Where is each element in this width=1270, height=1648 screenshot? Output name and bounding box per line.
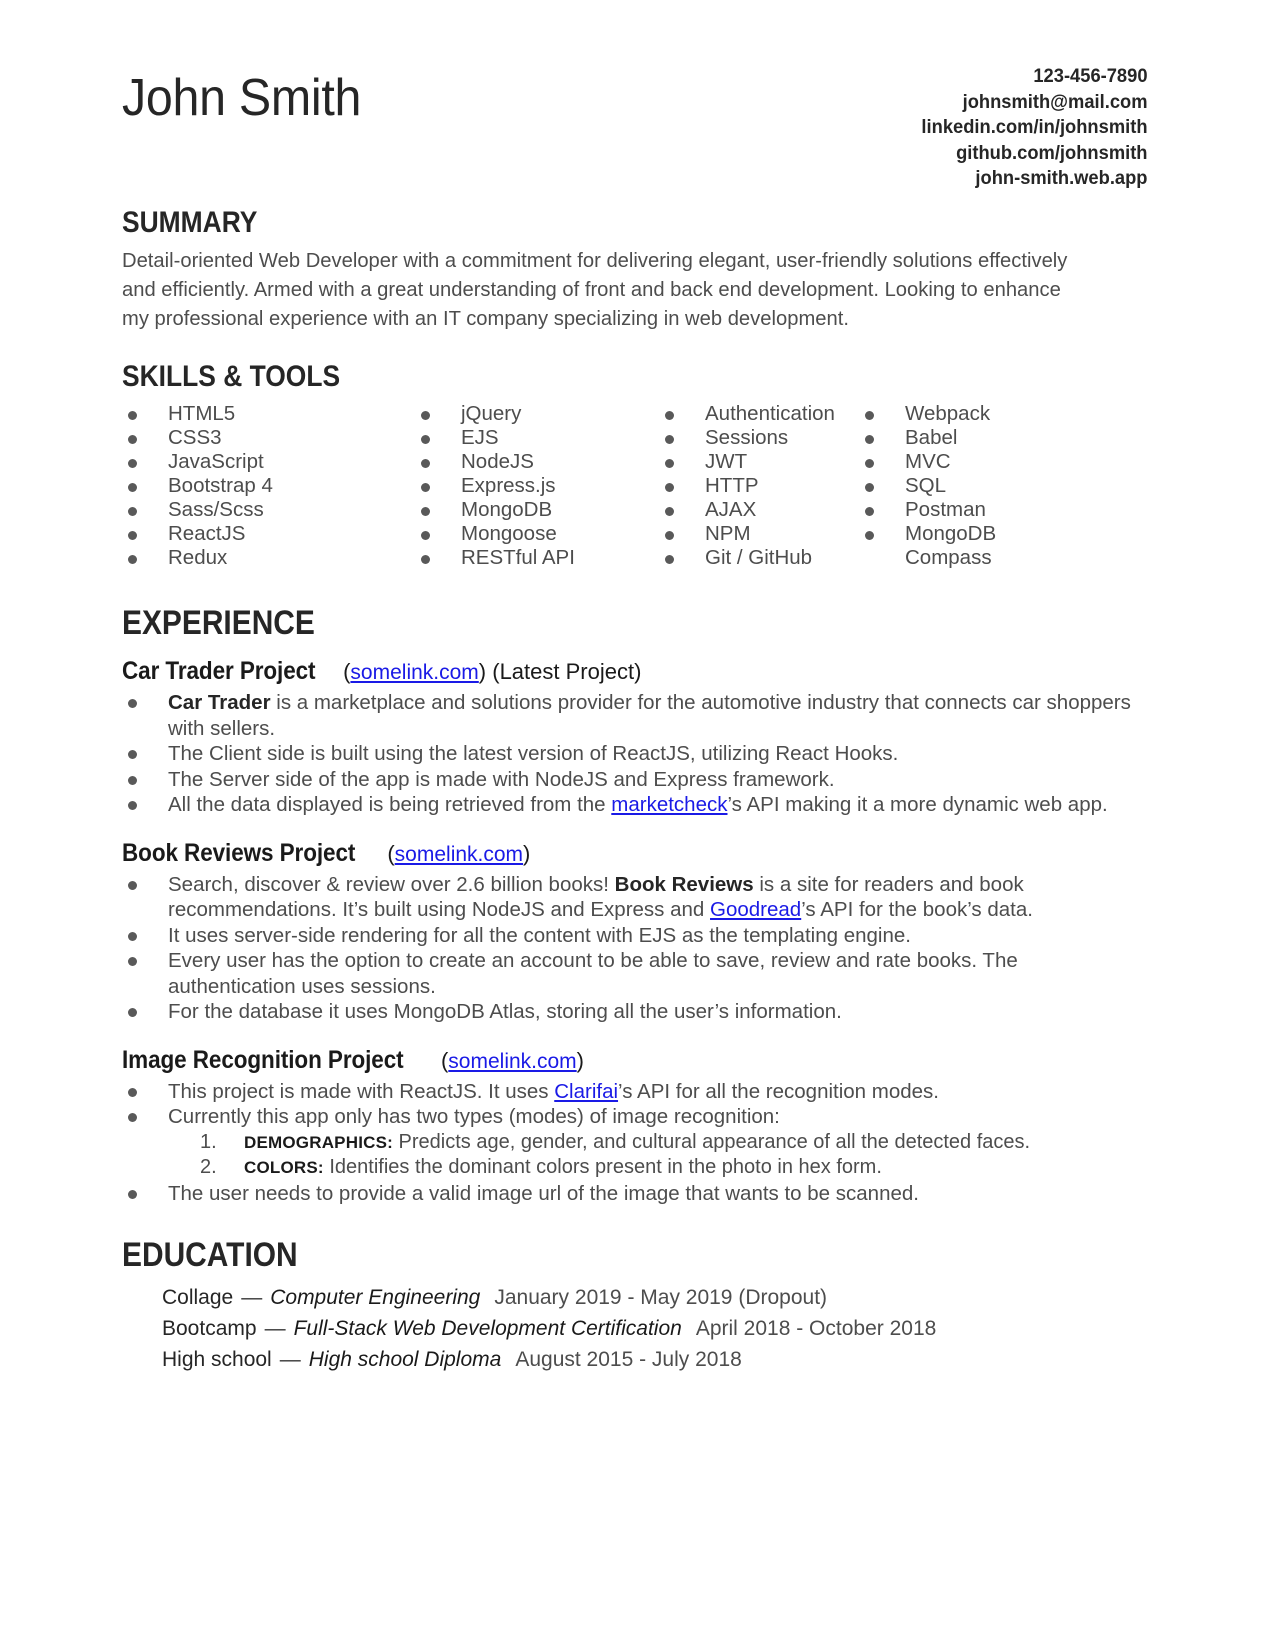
project-name: Book Reviews Project <box>122 838 356 867</box>
contact-line: linkedin.com/in/johnsmith <box>921 116 1148 138</box>
skill-item: HTML5 <box>122 402 415 426</box>
skill-item: EJS <box>415 426 659 450</box>
skill-item: Sessions <box>659 426 859 450</box>
item-number: 2. <box>200 1156 217 1178</box>
skill-item: HTTP <box>659 474 859 498</box>
project-entry <box>122 838 1148 1025</box>
close-paren: ) <box>576 1047 584 1073</box>
project-bullet-list <box>122 872 1148 1025</box>
contact-block <box>922 62 1148 192</box>
close-paren: ) <box>523 840 531 866</box>
project-title <box>122 1045 1148 1077</box>
project-entry <box>122 656 1148 818</box>
numbered-item: 2. COLORS: Identifies the dominant colors present in the photo in hex form. <box>122 1155 1148 1181</box>
skills-heading: SKILLS & TOOLS <box>122 360 341 393</box>
skill-item: Postman <box>859 498 1059 522</box>
bullet-item: Currently this app only has two types (modes) of image recognition: <box>122 1104 1148 1130</box>
project-entry <box>122 1045 1148 1207</box>
emphasis-text: Book Reviews <box>614 872 754 896</box>
project-bullet-list <box>122 690 1148 818</box>
project-name: Image Recognition Project <box>122 1045 404 1074</box>
open-paren: ( <box>381 840 395 866</box>
project-title <box>122 656 1148 688</box>
numbered-sublist <box>122 1130 1148 1181</box>
skill-item: Webpack <box>859 402 1059 426</box>
project-link[interactable]: somelink.com <box>394 842 524 866</box>
candidate-name: John Smith <box>122 69 362 127</box>
skill-item: Babel <box>859 426 1059 450</box>
skill-item: MongoDB Compass <box>859 522 1059 570</box>
bullet-item: The Client side is built using the latest version of ReactJS, utilizing React Hooks. <box>122 741 1148 767</box>
education-dash: — <box>279 1348 301 1371</box>
education-school: Collage <box>162 1286 234 1309</box>
skill-item: NodeJS <box>415 450 659 474</box>
contact-line: johnsmith@mail.com <box>963 90 1148 113</box>
education-row <box>162 1313 1148 1344</box>
bullet-item: Search, discover & review over 2.6 billion books! Book Reviews is a site for readers and book recommendations. It’s built using NodeJS and Express and Goodread’s API for the book’s data. <box>122 872 1148 923</box>
skill-item: jQuery <box>415 402 659 426</box>
contact-line: github.com/johnsmith <box>956 141 1148 164</box>
education-row <box>162 1282 1148 1313</box>
education-degree: Full-Stack Web Development Certification <box>293 1317 682 1340</box>
education-dash: — <box>241 1286 263 1309</box>
education-dates: January 2019 - May 2019 (Dropout) <box>494 1286 828 1309</box>
bullet-item: This project is made with ReactJS. It uses Clarifai’s API for all the recognition modes. <box>122 1079 1148 1105</box>
skills-columns <box>122 402 1148 570</box>
skill-item: RESTful API <box>415 546 659 570</box>
education-dates: April 2018 - October 2018 <box>695 1317 937 1340</box>
skills-column <box>122 402 415 570</box>
bullet-item: The user needs to provide a valid image url of the image that wants to be scanned. <box>122 1181 1148 1207</box>
skills-column <box>659 402 859 570</box>
skills-column <box>415 402 659 570</box>
contact-line: john-smith.web.app <box>975 167 1148 189</box>
inline-link[interactable]: Clarifai <box>554 1079 619 1103</box>
education-list <box>122 1282 1148 1375</box>
project-link[interactable]: somelink.com <box>350 661 479 684</box>
skill-item: Redux <box>122 546 415 570</box>
mode-label: DEMOGRAPHICS: <box>244 1132 393 1152</box>
education-school: Bootcamp <box>162 1317 257 1340</box>
skill-item: JavaScript <box>122 450 415 474</box>
bullet-item: All the data displayed is being retrieved from the marketcheck’s API making it a more dynamic web app. <box>122 792 1148 818</box>
education-school: High school <box>162 1348 272 1371</box>
open-paren: ( <box>434 1047 449 1073</box>
bullet-item: Car Trader is a marketplace and solutions provider for the automotive industry that connects car shoppers with sellers. <box>122 690 1148 741</box>
summary-text: Detail-oriented Web Developer with a commitment for delivering elegant, user-friendly solutions effectively and efficiently. Armed with a great understanding of front and back end development. Looking to enhance my professional experience with an IT company specializing in web development. <box>122 249 1068 330</box>
skill-item: MVC <box>859 450 1059 474</box>
skill-item: Sass/Scss <box>122 498 415 522</box>
skill-item: JWT <box>659 450 859 474</box>
skill-item: NPM <box>659 522 859 546</box>
bullet-item: For the database it uses MongoDB Atlas, storing all the user’s information. <box>122 999 1148 1025</box>
experience-heading: EXPERIENCE <box>122 604 315 642</box>
skills-column <box>859 402 1059 570</box>
experience-projects <box>122 656 1148 1206</box>
skill-item: Mongoose <box>415 522 659 546</box>
project-name: Car Trader Project <box>122 657 316 685</box>
education-heading: EDUCATION <box>122 1236 298 1274</box>
resume-header <box>122 62 1148 202</box>
education-dash: — <box>264 1317 286 1340</box>
skill-item: CSS3 <box>122 426 415 450</box>
bullet-item: It uses server-side rendering for all the content with EJS as the templating engine. <box>122 923 1148 949</box>
item-number: 1. <box>200 1130 217 1153</box>
skill-item: Express.js <box>415 474 659 498</box>
project-title <box>122 838 1148 870</box>
education-degree: High school Diploma <box>308 1348 502 1371</box>
project-link[interactable]: somelink.com <box>448 1049 577 1073</box>
skill-item: Authentication <box>659 402 859 426</box>
bullet-item: Every user has the option to create an account to be able to save, review and rate books. The authentication uses sessions. <box>122 948 1148 999</box>
skill-item: AJAX <box>659 498 859 522</box>
project-bullet-list <box>122 1079 1148 1207</box>
close-paren: ) <box>478 659 487 684</box>
emphasis-text: Car Trader <box>168 691 271 714</box>
summary-heading: SUMMARY <box>122 206 258 239</box>
bullet-item: The Server side of the app is made with NodeJS and Express framework. <box>122 767 1148 793</box>
skill-item: SQL <box>859 474 1059 498</box>
skill-item: ReactJS <box>122 522 415 546</box>
education-degree: Computer Engineering <box>270 1286 481 1309</box>
skill-item: MongoDB <box>415 498 659 522</box>
inline-link[interactable]: marketcheck <box>611 793 728 816</box>
skill-item: Bootstrap 4 <box>122 474 415 498</box>
education-row <box>162 1344 1148 1375</box>
mode-label: COLORS: <box>244 1158 324 1177</box>
inline-link[interactable]: Goodread <box>710 898 802 921</box>
open-paren: ( <box>336 659 351 684</box>
project-suffix: (Latest Project) <box>486 659 642 684</box>
numbered-item: 1. DEMOGRAPHICS: Predicts age, gender, and cultural appearance of all the detected faces. <box>122 1130 1148 1156</box>
education-dates: August 2015 - July 2018 <box>515 1348 742 1371</box>
skill-item: Git / GitHub <box>659 546 859 570</box>
contact-line: 123-456-7890 <box>1033 65 1148 87</box>
